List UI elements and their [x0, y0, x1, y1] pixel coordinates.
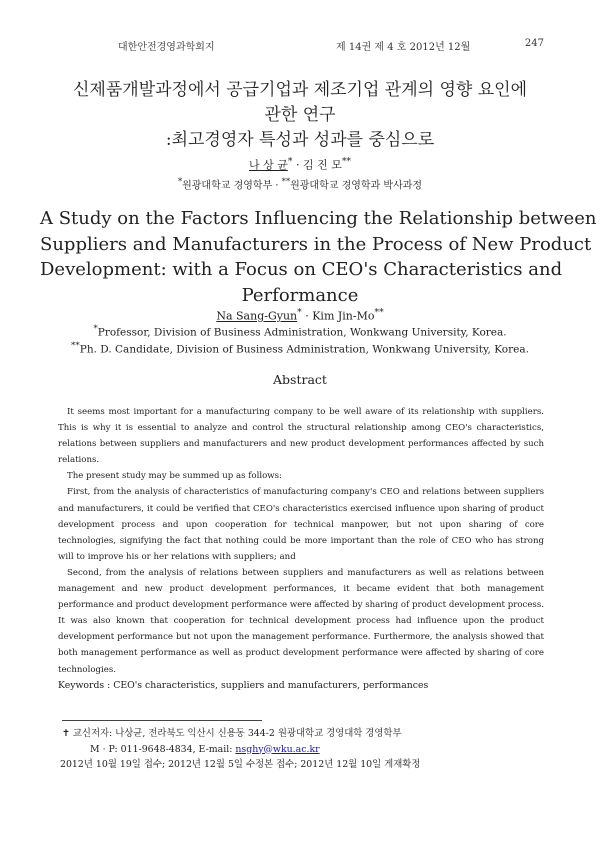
abstract-heading: Abstract [273, 372, 327, 387]
korean-title-line: 신제품개발과정에서 공급기업과 제조기업 관계의 영향 요인에 [73, 80, 527, 100]
abstract-paragraph: The present study may be summed up as follows: [67, 471, 282, 482]
author-separator: · [301, 309, 313, 323]
page-number: 247 [524, 38, 544, 49]
abstract-paragraph: First, from the analysis of characteristics of manufacturing company's CEO and relations between suppliers and manufacturers, it could be verified that CEO's characteristics exercised influence upon sharing of product development process and upon cooperation for technical manpower, but not upon sharing of core technologies, signifying the fact that nothing could be more important than the role of CEO who has strong will to improve his or her relations with suppliers; and [58, 487, 544, 562]
email-link[interactable]: nsghy@wku.ac.kr [235, 743, 320, 755]
affil-separator: · [272, 180, 282, 192]
footnote [62, 726, 542, 773]
english-title-line: Performance [241, 284, 359, 306]
author-mark: * [297, 307, 302, 318]
abstract-paragraph: Second, from the analysis of relations between suppliers and manufacturers as well as relations between management and new product development performances, it became evident that both management performance and product development performance were affected by sharing of product development process. It was also known that cooperation for technical development process had influence upon the product development performance but not upon the management performance. Furthermore, the analysis showed that both management performance as well as product development performance were affected by sharing of core technologies. [58, 567, 544, 675]
journal-name: 대한안전경영과학회지 [118, 42, 215, 53]
author-mark: * [287, 156, 293, 167]
korean-author-1: 나 상 균 [249, 158, 288, 172]
english-affiliation-1-text: Professor, Division of Business Administration, Wonkwang University, Korea. [97, 326, 507, 339]
author-mark: ** [374, 307, 384, 318]
english-authors [0, 307, 600, 323]
affil-mark: * [177, 176, 183, 186]
korean-title [40, 78, 560, 153]
korean-affiliation-1: 원광대학교 경영학부 [182, 180, 273, 192]
submission-dates: 2012년 10월 19일 접수; 2012년 12월 5일 수정본 접수; 2012년 12월 10일 게재확정 [60, 759, 421, 770]
affil-mark: ** [71, 341, 80, 351]
english-affiliation-2-text: Ph. D. Candidate, Division of Business Administration, Wonkwang University, Korea. [79, 343, 529, 356]
abstract-paragraph: It seems most important for a manufacturing company to be well aware of its relationship with suppliers. This is why it is essential to analyze and control the structural relationship among CEO's characteristics, relations between suppliers and manufacturers and new product development performances affected by such relations. [58, 407, 544, 466]
english-title-line: A Study on the Factors Influencing the Relationship between [40, 208, 597, 229]
korean-title-line: 관한 연구 [264, 105, 336, 125]
korean-affiliations [0, 176, 600, 191]
english-title [40, 206, 597, 308]
author-mark: ** [341, 156, 351, 167]
corresponding-author: ✝ 교신저자: 나상균, 전라북도 익산시 신용동 344-2 원광대학교 경영대학 경영학부 [62, 728, 402, 739]
english-author-2: Kim Jin-Mo [312, 309, 375, 323]
english-title-line: Development: with a Focus on CEO's Characteristics and [40, 259, 563, 280]
abstract-body [58, 404, 544, 694]
english-author-1: Na Sang-Gyun [216, 309, 298, 323]
keywords: Keywords : CEO's characteristics, suppliers and manufacturers, performances [58, 679, 429, 691]
running-header [118, 38, 544, 52]
author-separator: · [292, 158, 303, 172]
affil-mark: ** [281, 176, 291, 186]
english-affiliation-2 [0, 341, 600, 356]
korean-title-line: :최고경영자 특성과 성과를 중심으로 [165, 130, 435, 150]
contact-phone: M · P: 011-9648-4834, E-mail: [90, 743, 236, 755]
korean-author-2: 김 진 모 [302, 158, 342, 172]
english-affiliation-1 [0, 324, 600, 339]
footnote-divider [62, 720, 262, 721]
issue-info: 제 14권 제 4 호 2012년 12월 [336, 42, 471, 53]
english-title-line: Suppliers and Manufacturers in the Process of New Product [40, 233, 592, 255]
korean-affiliation-2: 원광대학교 경영학과 박사과정 [290, 180, 423, 192]
korean-authors [0, 156, 600, 173]
contact-line [62, 742, 542, 758]
affil-mark: * [93, 324, 98, 334]
